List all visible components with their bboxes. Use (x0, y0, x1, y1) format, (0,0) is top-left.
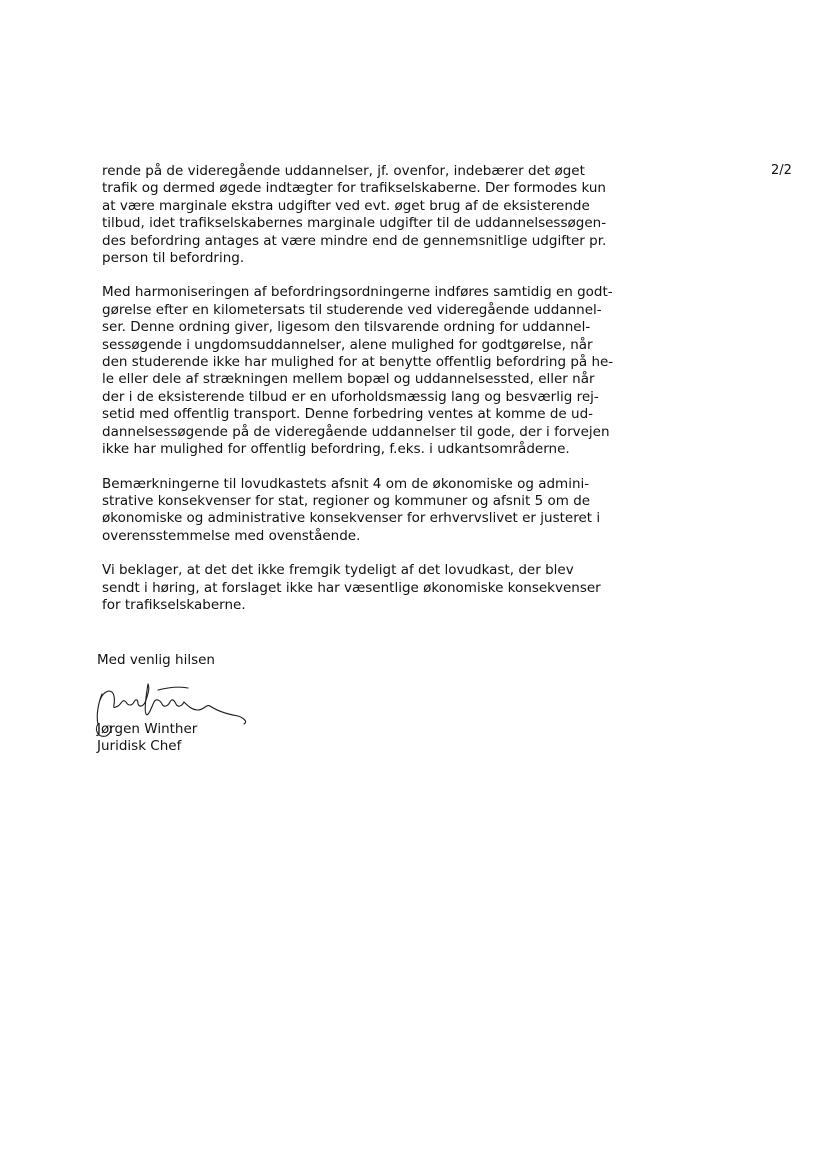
closing-salutation: Med venlig hilsen (97, 652, 215, 668)
text-line: rende på de videregående uddannelser, jf. ovenfor, indebærer det øget (102, 163, 585, 179)
text-line: for trafikselskaberne. (102, 596, 246, 613)
text-line: setid med offentlig transport. Denne forbedring ventes at komme de ud- (102, 406, 594, 423)
text-line: person til befordring. (102, 250, 245, 267)
text-line: gørelse efter en kilometersats til studerende ved videregående uddannel- (102, 301, 602, 318)
letter-body (102, 163, 642, 631)
text-line: sessøgende i ungdomsuddannelser, alene mulighed for godtgørelse, når (102, 336, 593, 353)
text-line: ikke har mulighed for offentlig befordring, f.eks. i udkantsområderne. (102, 441, 570, 458)
paragraph-2 (102, 284, 642, 458)
paragraph-4 (102, 562, 642, 614)
text-line: sendt i høring, at forslaget ikke har væsentlige økonomiske konsekvenser (102, 579, 601, 596)
text-line: den studerende ikke har mulighed for at benytte offentlig befordring på he- (102, 354, 614, 371)
text-line: tilbud, idet trafikselskabernes marginale udgifter til de uddannelsessøgen- (102, 215, 607, 232)
text-line: le eller dele af strækningen mellem bopæl og uddannelsessted, eller når (102, 371, 595, 388)
text-line: Vi beklager, at det det ikke fremgik tydeligt af det lovudkast, der blev (102, 562, 574, 579)
text-line: der i de eksisterende tilbud er en uforholdsmæssig lang og besværlig rej- (102, 388, 599, 405)
text-line: strative konsekvenser for stat, regioner og kommuner og afsnit 5 om de (102, 492, 591, 509)
text-line: Bemærkningerne til lovudkastets afsnit 4 om de økonomiske og admini- (102, 475, 590, 492)
text-line: ser. Denne ordning giver, ligesom den tilsvarende ordning for uddannel- (102, 319, 591, 336)
signer-block (97, 721, 197, 756)
signer-title: Juridisk Chef (97, 738, 182, 755)
page-number: 2/2 (771, 163, 792, 178)
paragraph-3 (102, 476, 642, 546)
text-line: trafik og dermed øgede indtægter for trafikselskaberne. Der formodes kun (102, 180, 606, 197)
paragraph-1 (102, 163, 642, 267)
text-line: økonomiske og administrative konsekvenser for erhvervslivet er justeret i (102, 510, 601, 527)
text-line: dannelsessøgende på de videregående uddannelser til gode, der i forvejen (102, 423, 610, 440)
text-line: des befordring antages at være mindre end de gennemsnitlige udgifter pr. (102, 232, 607, 249)
signer-name: Jørgen Winther (97, 721, 198, 737)
text-line: Med harmoniseringen af befordringsordningerne indføres samtidig en godt- (102, 284, 613, 301)
text-line: overensstemmelse med ovenstående. (102, 527, 361, 544)
text-line: at være marginale ekstra udgifter ved evt. øget brug af de eksisterende (102, 197, 590, 214)
